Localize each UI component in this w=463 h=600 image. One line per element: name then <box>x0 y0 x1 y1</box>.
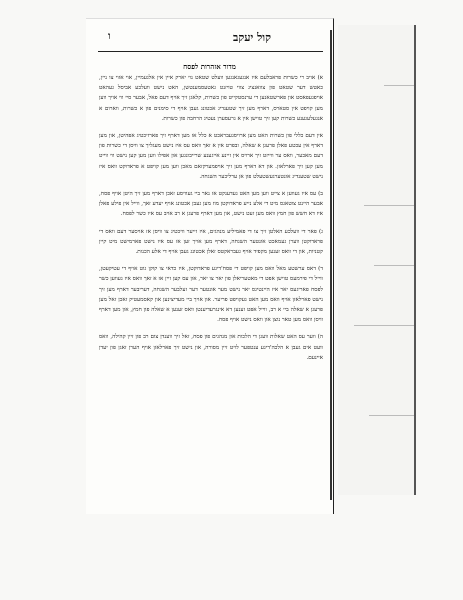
page-header <box>86 31 333 45</box>
paragraph: א) אויב רי כשרות פראבלעם איז אנגעגאנגען וועלט שטאט נוי יארק איין אין אלגעמיין, אוי אזוי צו ניין, כאטש דער שטאט פון צוואנציג צווי טויזנט גאטעסמענטשן, האט נישט וועלכע אביסל געהאט אויפגעפאסט און פארשטאנען די ערנסטקייט פון כשרות, קלאגן זיך אויף דעם פאל, אבער סיי ווי אויך ווען מען קויפט אין סטארס, דארף מען זיך שטענדיג אכטונג געבן אויף די סימנים פון א כשרות, ווארום א אנגעלעגענע כשרות קען זיך טוישן אין א גרעסערן נעטיג הרחבה פון כשרות. <box>99 75 323 122</box>
running-title: קול יעקב <box>233 31 271 44</box>
header-rule <box>98 51 323 52</box>
paragraph: ג) פאר די וועלכע האלטן זיך צו די פאמיליע מנהגים, איז זייער וויכטיג צו וויסן אז אויסער דעם וואס די פראדוקטן ווערן געמאכט אונטער השגחה, דארף מען אויך זען אז עס איז נישט פארמישט מיט קיין קטניות, און די וואס זענען מקפיד אויף געבראקטס זאלן אכטונג געבן אויף די אלע הכנות. <box>99 228 323 256</box>
body-text <box>99 73 323 363</box>
paragraph: ה) ווער עס האט שאלות וועגן די הלכות און מנהגים פון פסח, זאל זיך ווענדן צום רב פון זיין קהילה, וואס וועט אים געבן א הלכה'דיגע ענטפער לויט זיין מסורה, און נישט זיך פארלאזן אויף הערן זאגן פון יעדן איינעם. <box>99 334 323 361</box>
document-page <box>86 18 334 514</box>
page-fold-line <box>330 30 332 500</box>
paragraph: ב) עס איז געווען א צייט ווען מען האט געדענקט אז נאר ביי געוויסע זאכן דארף מען זיך היטן אויף פסח, אבער היינט צוטאגס מיט די אלע נייע פראדוקטן מוז מען געבן אכטונג אויף יעדע זאך, ווייל אין פילע פאלן איז דא חשש פון חמץ וואס מען זעט נישט, און מען דארף פרעגן א רב אויב עס איז כשר לפסח. <box>99 191 323 218</box>
page-edge-shadow <box>414 25 416 495</box>
page-number: ו <box>108 31 111 42</box>
adjacent-page-strip <box>338 25 414 495</box>
paragraph: אין דעם כללי פון כשרות האט מען ארויסגעבראכט א כלל אז מען דארף זיך פארזיכטיג אפהיטן, און מען דארף אין עכטע פאלן פרעגן א שאלה, ובפרט אין א זאך וואס עס איז נישט מעגליך צו וויסן די כשרות פון דעם מאכער, וואס ער ווייזט זיך ארויס אין זיינע אייגענע שרייבונגען און אפילו ווען מען קען נישט ווי ווייט מען קען זיך פארלאזן. און דא דארף מען זיך אויפמערקזאם מאכן ווען מען קויפט א פראדוקט וואס איז נישט שטענדיג אונטערגעשטעלט פון אן ערליכער השגחה. <box>99 133 323 180</box>
paragraph: ד) דאס ערשטע מאל וואס מען קויפט די פסח'דיגע פראדוקטן, איז כדאי צו קוקן גוט אויף די עטיקעטן, ווייל די פירמעס טוישן אפט די מאטעריאלן פון יאר צו יאר, און עס קען זיין אז א זאך וואס איז געווען כשר לפסח פאריגעס יאר איז היינטיגס יאר נישט מער אונטער דער זעלבער השגחה, דעריבער דארף מען זיך נישט פארלאזן אויף וואס מען האט געקויפט פריער. און אויך ביי מעדיצינען און קאסמעטיק זאכן זאל מען פרעגן א שאלה ביי א רב, ווייל אפט זענען דא אינגרעדיענטן וואס זענען א שאלה פון חמץ, און מען דארף וויסן וואס מען טאר נוצן און וואס נישט אויף פסח. <box>99 266 323 324</box>
section-title: מדור אזהרות לפסח <box>183 62 236 71</box>
